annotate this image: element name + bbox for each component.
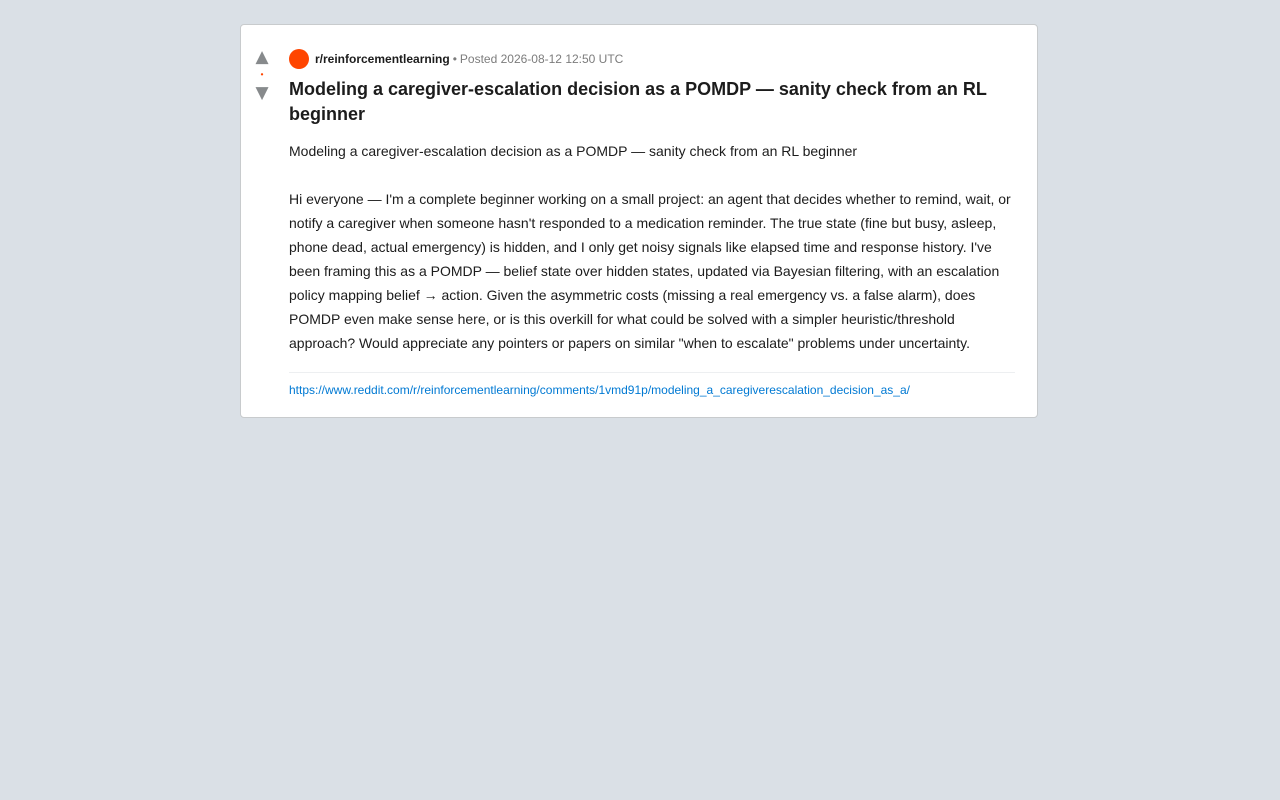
post-title[interactable]: Modeling a caregiver-escalation decision as a POMDP — sanity check from an RL beginner bbox=[289, 79, 987, 124]
vote-score: • bbox=[260, 70, 264, 79]
post-card bbox=[240, 24, 1038, 418]
downvote-arrow-icon[interactable]: ▼ bbox=[255, 83, 269, 103]
meta-separator: • bbox=[452, 52, 457, 66]
post-link-row bbox=[289, 372, 1015, 398]
posted-timestamp: Posted 2026-08-12 12:50 UTC bbox=[459, 52, 624, 66]
post-meta bbox=[289, 49, 1015, 69]
subreddit-name[interactable]: r/reinforcementlearning bbox=[315, 52, 450, 66]
paragraph-gap bbox=[289, 163, 1015, 187]
post-body-first-line: Modeling a caregiver-escalation decision as a POMDP — sanity check from an RL beginner bbox=[289, 143, 858, 159]
post-body bbox=[289, 139, 1015, 355]
post-content bbox=[289, 49, 1015, 398]
vote-column bbox=[251, 47, 273, 103]
subreddit-avatar-icon[interactable] bbox=[289, 49, 309, 69]
upvote-arrow-icon[interactable]: ▲ bbox=[255, 47, 269, 67]
post-body-paragraph: Hi everyone — I'm a complete beginner working on a small project: an agent that decides whether to remind, wait, or notify a caregiver when someone hasn't responded to a medication reminder. The true state (fine but busy, asleep, phone dead, actual emergency) is hidden, and I only get noisy signals like elapsed time and response history. I've been framing this as a POMDP — belief state over hidden states, updated via Bayesian filtering, with an escalation policy mapping belief → action. Given the asymmetric costs (missing a real emergency vs. a false alarm), does POMDP even make sense here, or is this overkill for what could be solved with a simpler heuristic/threshold approach? Would appreciate any pointers or papers on similar "when to escalate" problems under uncertainty. bbox=[289, 191, 1011, 351]
post-permalink[interactable]: https://www.reddit.com/r/reinforcementlearning/comments/1vmd91p/modeling_a_caregiverescalation_decision_as_a/ bbox=[289, 383, 910, 397]
